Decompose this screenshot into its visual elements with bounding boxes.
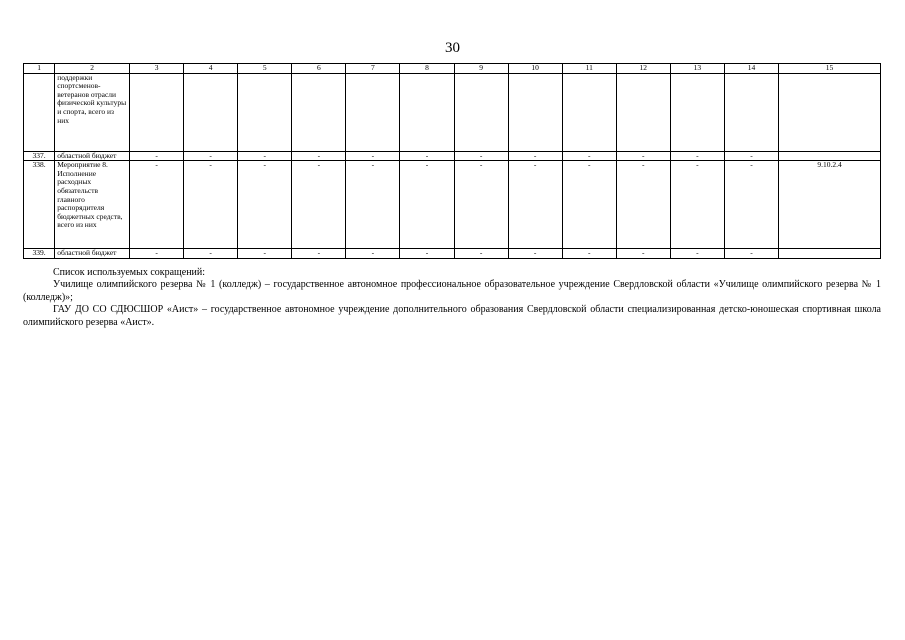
cell-value	[562, 73, 616, 151]
column-header: 8	[400, 64, 454, 74]
column-header: 6	[292, 64, 346, 74]
cell-value: -	[616, 161, 670, 249]
cell-value: -	[292, 151, 346, 161]
header-row	[24, 64, 881, 74]
cell-value: -	[346, 249, 400, 259]
column-header: 9	[454, 64, 508, 74]
column-header: 1	[24, 64, 55, 74]
cell-value: -	[184, 249, 238, 259]
table-row	[24, 151, 881, 161]
cell-value: -	[724, 151, 778, 161]
column-header: 5	[238, 64, 292, 74]
cell-value	[400, 73, 454, 151]
cell-reference	[779, 73, 881, 151]
cell-value: -	[184, 161, 238, 249]
cell-value: -	[562, 161, 616, 249]
cell-value: -	[400, 249, 454, 259]
row-number: 337.	[24, 151, 55, 161]
cell-value	[292, 73, 346, 151]
cell-value: -	[562, 151, 616, 161]
cell-value	[130, 73, 184, 151]
cell-value: -	[508, 151, 562, 161]
cell-value: -	[508, 161, 562, 249]
cell-value: -	[400, 151, 454, 161]
cell-reference: 9.10.2.4	[779, 161, 881, 249]
cell-value: -	[508, 249, 562, 259]
abbreviation-item: ГАУ ДО СО СДЮСШОР «Аист» – государственное автономное учреждение дополнительного образования Свердловской области специализированная детско-юношеская спортивная школа олимпийского резерва «Аист».	[23, 304, 881, 328]
cell-value: -	[130, 161, 184, 249]
cell-value	[724, 73, 778, 151]
row-name: областной бюджет	[55, 249, 130, 259]
cell-value: -	[238, 249, 292, 259]
cell-reference	[779, 151, 881, 161]
cell-value	[346, 73, 400, 151]
cell-value	[238, 73, 292, 151]
cell-value: -	[562, 249, 616, 259]
cell-value: -	[292, 249, 346, 259]
cell-value	[508, 73, 562, 151]
column-header: 10	[508, 64, 562, 74]
cell-value: -	[238, 151, 292, 161]
column-header: 3	[130, 64, 184, 74]
cell-value: -	[670, 161, 724, 249]
column-header: 2	[55, 64, 130, 74]
cell-value: -	[400, 161, 454, 249]
cell-value	[184, 73, 238, 151]
cell-value: -	[346, 161, 400, 249]
cell-value: -	[616, 151, 670, 161]
table-row	[24, 249, 881, 259]
cell-value: -	[130, 151, 184, 161]
cell-value: -	[616, 249, 670, 259]
cell-value: -	[130, 249, 184, 259]
cell-value: -	[184, 151, 238, 161]
row-number: 338.	[24, 161, 55, 249]
table-row	[24, 73, 881, 151]
cell-value: -	[724, 249, 778, 259]
cell-value: -	[670, 151, 724, 161]
cell-value: -	[346, 151, 400, 161]
cell-value	[670, 73, 724, 151]
row-name: областной бюджет	[55, 151, 130, 161]
abbreviations-heading: Список используемых сокращений:	[53, 267, 206, 278]
column-header: 11	[562, 64, 616, 74]
cell-value: -	[454, 249, 508, 259]
abbreviation-item: Училище олимпийского резерва № 1 (колледж) – государственное автономное профессиональное образовательное учреждение Свердловской области «Училище олимпийского резерва № 1 (колледж)»;	[23, 279, 881, 303]
column-header: 7	[346, 64, 400, 74]
abbreviations-section	[23, 267, 881, 329]
column-header: 13	[670, 64, 724, 74]
cell-value: -	[724, 161, 778, 249]
row-name: Мероприятие 8. Исполнение расходных обязательств главного распорядителя бюджетных средств, всего из них	[55, 161, 130, 249]
cell-value: -	[238, 161, 292, 249]
column-header: 12	[616, 64, 670, 74]
cell-value	[454, 73, 508, 151]
row-name: поддержки спортсменов-ветеранов отрасли физической культуры и спорта, всего из них	[55, 73, 130, 151]
cell-value: -	[454, 151, 508, 161]
column-header: 4	[184, 64, 238, 74]
column-header: 15	[779, 64, 881, 74]
cell-value	[616, 73, 670, 151]
row-number	[24, 73, 55, 151]
row-number: 339.	[24, 249, 55, 259]
cell-value: -	[454, 161, 508, 249]
table-row	[24, 161, 881, 249]
column-header: 14	[724, 64, 778, 74]
cell-reference	[779, 249, 881, 259]
page-number: 30	[445, 40, 460, 56]
cell-value: -	[292, 161, 346, 249]
budget-table	[23, 63, 881, 259]
cell-value: -	[670, 249, 724, 259]
